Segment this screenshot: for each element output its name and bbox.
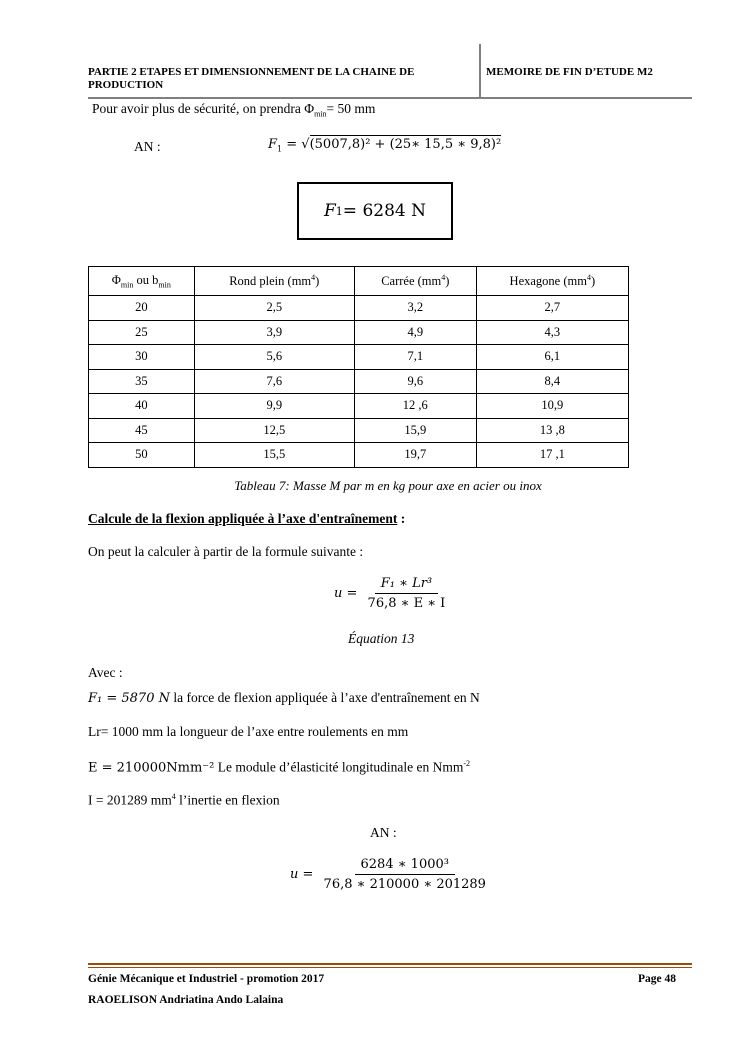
footer-institution: Génie Mécanique et Industriel - promotion 2017 xyxy=(88,973,325,985)
an-label-2: AN : xyxy=(370,825,397,840)
def-f1 xyxy=(88,690,480,706)
header-document-title: MEMOIRE DE FIN D’ETUDE M2 xyxy=(486,66,653,78)
def-i-end: l’inertie en flexion xyxy=(175,792,280,808)
table-header-square: Carrée $(mm^4)$ xyxy=(354,267,476,296)
footer-author: RAOELISON Andriatina Ando Lalaina xyxy=(88,994,284,1006)
def-i xyxy=(88,792,280,809)
table-header-hexagon: Hexagone $(mm^4)$ xyxy=(476,267,628,296)
table-cell: 50 xyxy=(89,443,195,468)
table-cell: 17 ,1 xyxy=(476,443,628,468)
table-cell: 5,6 xyxy=(194,345,354,370)
def-e xyxy=(88,759,470,776)
def-i-sup: 4 xyxy=(171,792,176,801)
section-title xyxy=(88,511,405,527)
formula-numerator: F₁ ∗ Lr³ xyxy=(375,576,438,594)
page-number: Page 48 xyxy=(638,973,677,985)
table-cell: 35 xyxy=(89,369,195,394)
header-chapter-title: PARTIE 2 ETAPES ET DIMENSIONNEMENT DE LA CHAINE DE PRODUCTION xyxy=(88,66,415,91)
f1-sub: 1 xyxy=(277,144,283,154)
header-divider-horizontal xyxy=(88,97,692,99)
table-cell: 30 xyxy=(89,345,195,370)
header-divider-vertical xyxy=(479,44,481,98)
table-cell: 7,1 xyxy=(354,345,476,370)
table-cell: 20 xyxy=(89,296,195,321)
table-cell: 9,9 xyxy=(194,394,354,419)
equation-label: Équation 13 xyxy=(348,631,415,646)
table-row xyxy=(89,418,629,443)
def-lr: Lr= 1000 mm la longueur de l’axe entre roulements en mm xyxy=(88,724,409,739)
table-cell: 9,6 xyxy=(354,369,476,394)
table-cell: 25 xyxy=(89,320,195,345)
an-formula-denominator: 76,8 ∗ 210000 ∗ 201289 xyxy=(323,877,486,892)
footer-divider-thick xyxy=(88,963,692,965)
table-cell: 15,9 xyxy=(354,418,476,443)
table-cell: 45 xyxy=(89,418,195,443)
table-cell: 4,3 xyxy=(476,320,628,345)
result-symbol: F xyxy=(324,201,336,221)
an-formula-numerator: 6284 ∗ 1000³ xyxy=(355,857,455,875)
def-e-sup: -2 xyxy=(463,759,470,768)
mass-table xyxy=(88,266,629,468)
section-title-text: Calcule de la flexion appliquée à l’axe d'entraînement xyxy=(88,511,398,526)
table-cell: 10,9 xyxy=(476,394,628,419)
security-sub: min xyxy=(314,109,327,119)
avec-label: Avec : xyxy=(88,665,123,680)
table-header-round: Rond plein $(mm^4)$ xyxy=(194,267,354,296)
table-cell: 4,9 xyxy=(354,320,476,345)
table-cell: 2,7 xyxy=(476,296,628,321)
table-cell: 8,4 xyxy=(476,369,628,394)
table-cell: 19,7 xyxy=(354,443,476,468)
flexion-formula xyxy=(334,576,451,611)
table-row xyxy=(89,345,629,370)
formula-denominator: 76,8 ∗ E ∗ I xyxy=(367,596,446,611)
table-cell: 2,5 xyxy=(194,296,354,321)
table-cell: 13 ,8 xyxy=(476,418,628,443)
def-e-math: E = 210000Nmm⁻² xyxy=(88,760,215,776)
table-cell: 7,6 xyxy=(194,369,354,394)
table-row xyxy=(89,394,629,419)
security-value: = 50 mm xyxy=(326,101,376,116)
footer-divider-thin xyxy=(88,967,692,968)
result-value: = 6284 N xyxy=(342,201,426,221)
table-caption: Tableau 7: Masse M par m en kg pour axe en acier ou inox xyxy=(234,478,542,493)
security-text: Pour avoir plus de sécurité, on prendra Φ xyxy=(92,101,315,116)
def-e-text: Le module d’élasticité longitudinale en Nmm xyxy=(214,759,464,775)
table-cell: 15,5 xyxy=(194,443,354,468)
intro-text: On peut la calculer à partir de la formule suivante : xyxy=(88,544,364,559)
table-cell: 40 xyxy=(89,394,195,419)
table-cell: 3,9 xyxy=(194,320,354,345)
table-cell: 12 ,6 xyxy=(354,394,476,419)
result-sub: 1 xyxy=(335,204,343,218)
an-formula-lhs: u = xyxy=(290,867,314,882)
table-cell: 3,2 xyxy=(354,296,476,321)
def-f1-text: la force de flexion appliquée à l’axe d'entraînement en N xyxy=(169,690,480,705)
table-cell: 6,1 xyxy=(476,345,628,370)
result-box xyxy=(297,182,453,240)
table-row xyxy=(89,296,629,321)
formula-lhs: u = xyxy=(334,586,358,601)
section-title-colon: : xyxy=(397,511,406,526)
def-f1-math: F₁ = 5870 N xyxy=(88,691,170,706)
security-sentence xyxy=(92,101,375,119)
table-row xyxy=(89,369,629,394)
def-i-text: I = 201289 mm xyxy=(88,792,172,808)
an-formula xyxy=(290,857,492,892)
table-cell: 12,5 xyxy=(194,418,354,443)
f1-symbol: F xyxy=(268,137,278,152)
table-row xyxy=(89,320,629,345)
f1-radicand: (5007,8)² + (25∗ 15,5 ∗ 9,8)² xyxy=(309,137,502,152)
table-header-row xyxy=(89,267,629,296)
f1-equation: $F_1 = √(5007,8)^2$ + (25∗ 15,5 ∗ 9,8)² xyxy=(268,137,502,154)
an-label-1: AN : xyxy=(134,139,161,154)
table-row xyxy=(89,443,629,468)
table-header-diameter: $\Phi_{min}$ ou $b_{min}$ xyxy=(89,267,195,296)
